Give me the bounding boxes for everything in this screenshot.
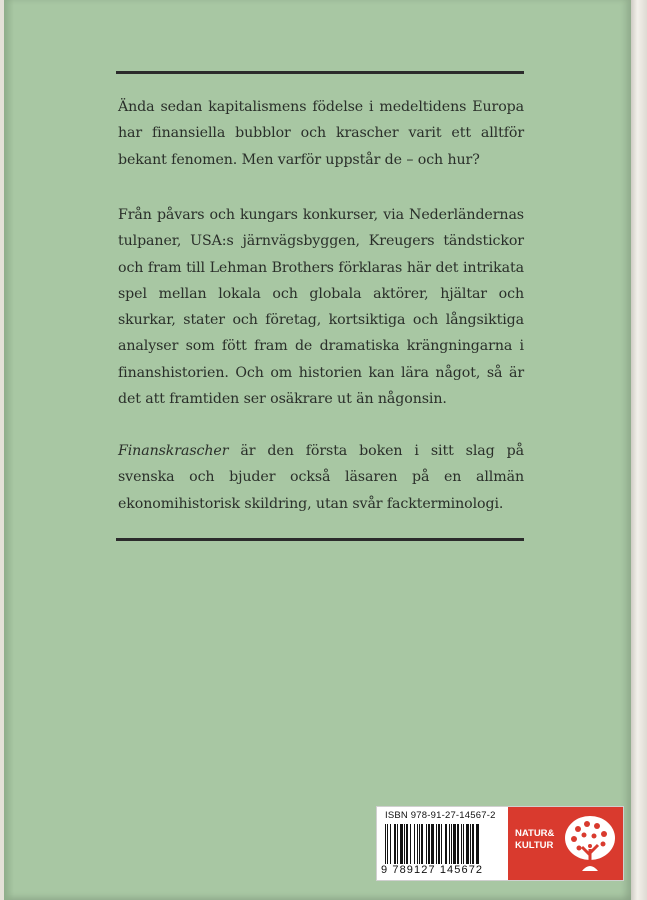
publisher-name — [515, 828, 554, 852]
book-back-cover — [4, 0, 631, 900]
barcode-number: 9 789127 145672 — [381, 864, 484, 876]
blurb-paragraph-1-text: Ända sedan kapitalismens födelse i medeltidens Europa har finansiella bubblor och krascher varit ett alltför bekant fenomen. Men varför uppstår de – och hur? — [118, 99, 524, 168]
blurb-paragraph-3 — [118, 438, 524, 517]
blurb-paragraph-3-rest: är den första boken i sitt slag på svenska och bjuder också läsaren på en allmän ekonomihistorisk skildring, utan svår fackterminologi. — [118, 443, 524, 512]
barcode-bars — [385, 824, 503, 864]
isbn-label: ISBN 978-91-27-14567-2 — [385, 810, 496, 821]
blurb-paragraph-1 — [118, 94, 524, 173]
page-edge — [631, 0, 647, 900]
blurb-paragraph-2 — [118, 202, 524, 412]
blurb-paragraph-2-text: Från påvars och kungars konkurser, via Nederländernas tulpaner, USA:s järnvägsbyggen, Kreugers tändstickor och fram till Lehman Brothers förklaras här det intrikata spel mellan lokala och globala aktörer, hjältar och skurkar, stater och företag, kortsiktiga och långsiktiga analyser som fött fram de dramatiska krängningarna i finanshistorien. Och om historien kan lära något, så är det att framtiden ser osäkrare ut än någonsin. — [118, 207, 524, 408]
publisher-name-line-2: KULTUR — [515, 840, 554, 851]
book-title-italic: Finanskrascher — [118, 443, 229, 459]
tree-icon — [560, 811, 620, 875]
top-divider — [116, 71, 524, 74]
blurb-paragraph-3-text — [118, 438, 524, 517]
bottom-divider — [116, 538, 524, 541]
spine-shadow — [4, 0, 14, 900]
publisher-logo — [508, 807, 623, 880]
publisher-name-line-1: NATUR& — [515, 828, 555, 839]
barcode-sticker — [377, 807, 623, 880]
